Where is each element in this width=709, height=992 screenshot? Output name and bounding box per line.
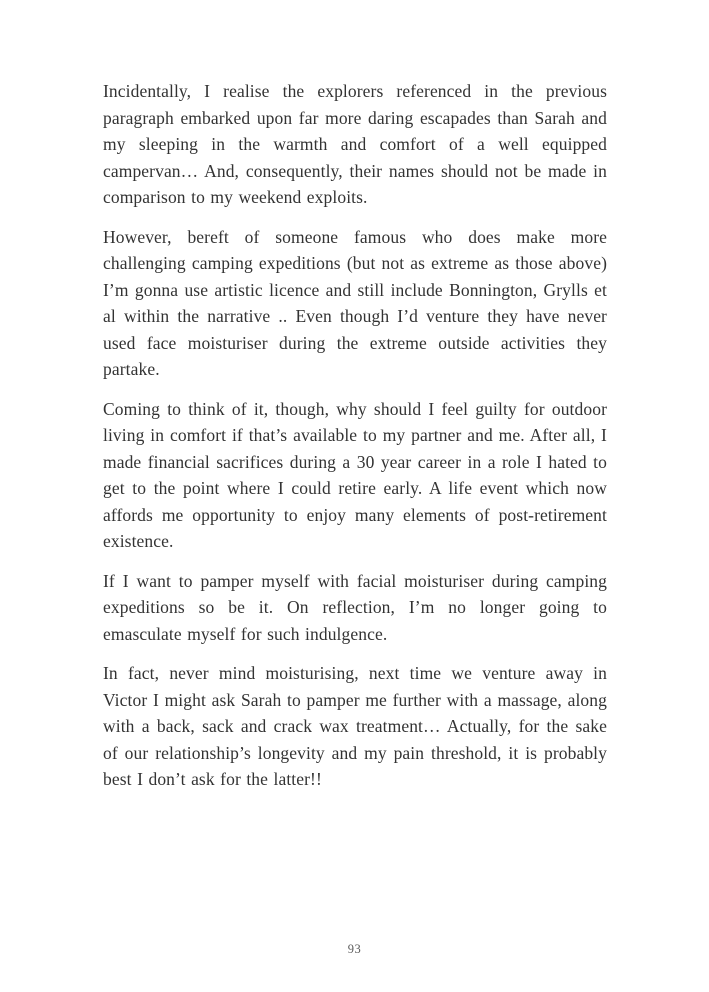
paragraph-4: If I want to pamper myself with facial moisturiser during camping expeditions so be it. On reflection, I’m no longer going to emasculate myself for such indulgence. (103, 570, 607, 644)
paragraph-5: In fact, never mind moisturising, next time we venture away in Victor I might ask Sarah to pamper me further with a massage, along with a back, sack and crack wax treatment… Actually, for the sake of our relationship’s longevity and my pain threshold, it is probably best I don’t ask for the latter!! (103, 663, 607, 789)
paragraph-3: Coming to think of it, though, why should I feel guilty for outdoor living in comfort if that’s available to my partner and me. After all, I made financial sacrifices during a 30 year career in a role I hated to get to the point where I could retire early. A life event which now affords me opportunity to enjoy many elements of post-retirement existence. (103, 398, 607, 551)
page-number: 93 (347, 942, 362, 956)
paragraph-2: However, bereft of someone famous who does make more challenging camping expeditions (but not as extreme as those above) I’m gonna use artistic licence and still include Bonnington, Grylls et al within the narrative .. Even though I’d venture they have never used face moisturiser during the extreme outside activities they partake. (103, 226, 607, 379)
paragraph-1: Incidentally, I realise the explorers referenced in the previous paragraph embarked upon far more daring escapades than Sarah and my sleeping in the warmth and comfort of a well equipped campervan… And, consequently, their names should not be made in comparison to my weekend exploits. (103, 81, 607, 207)
body-text (103, 78, 607, 806)
